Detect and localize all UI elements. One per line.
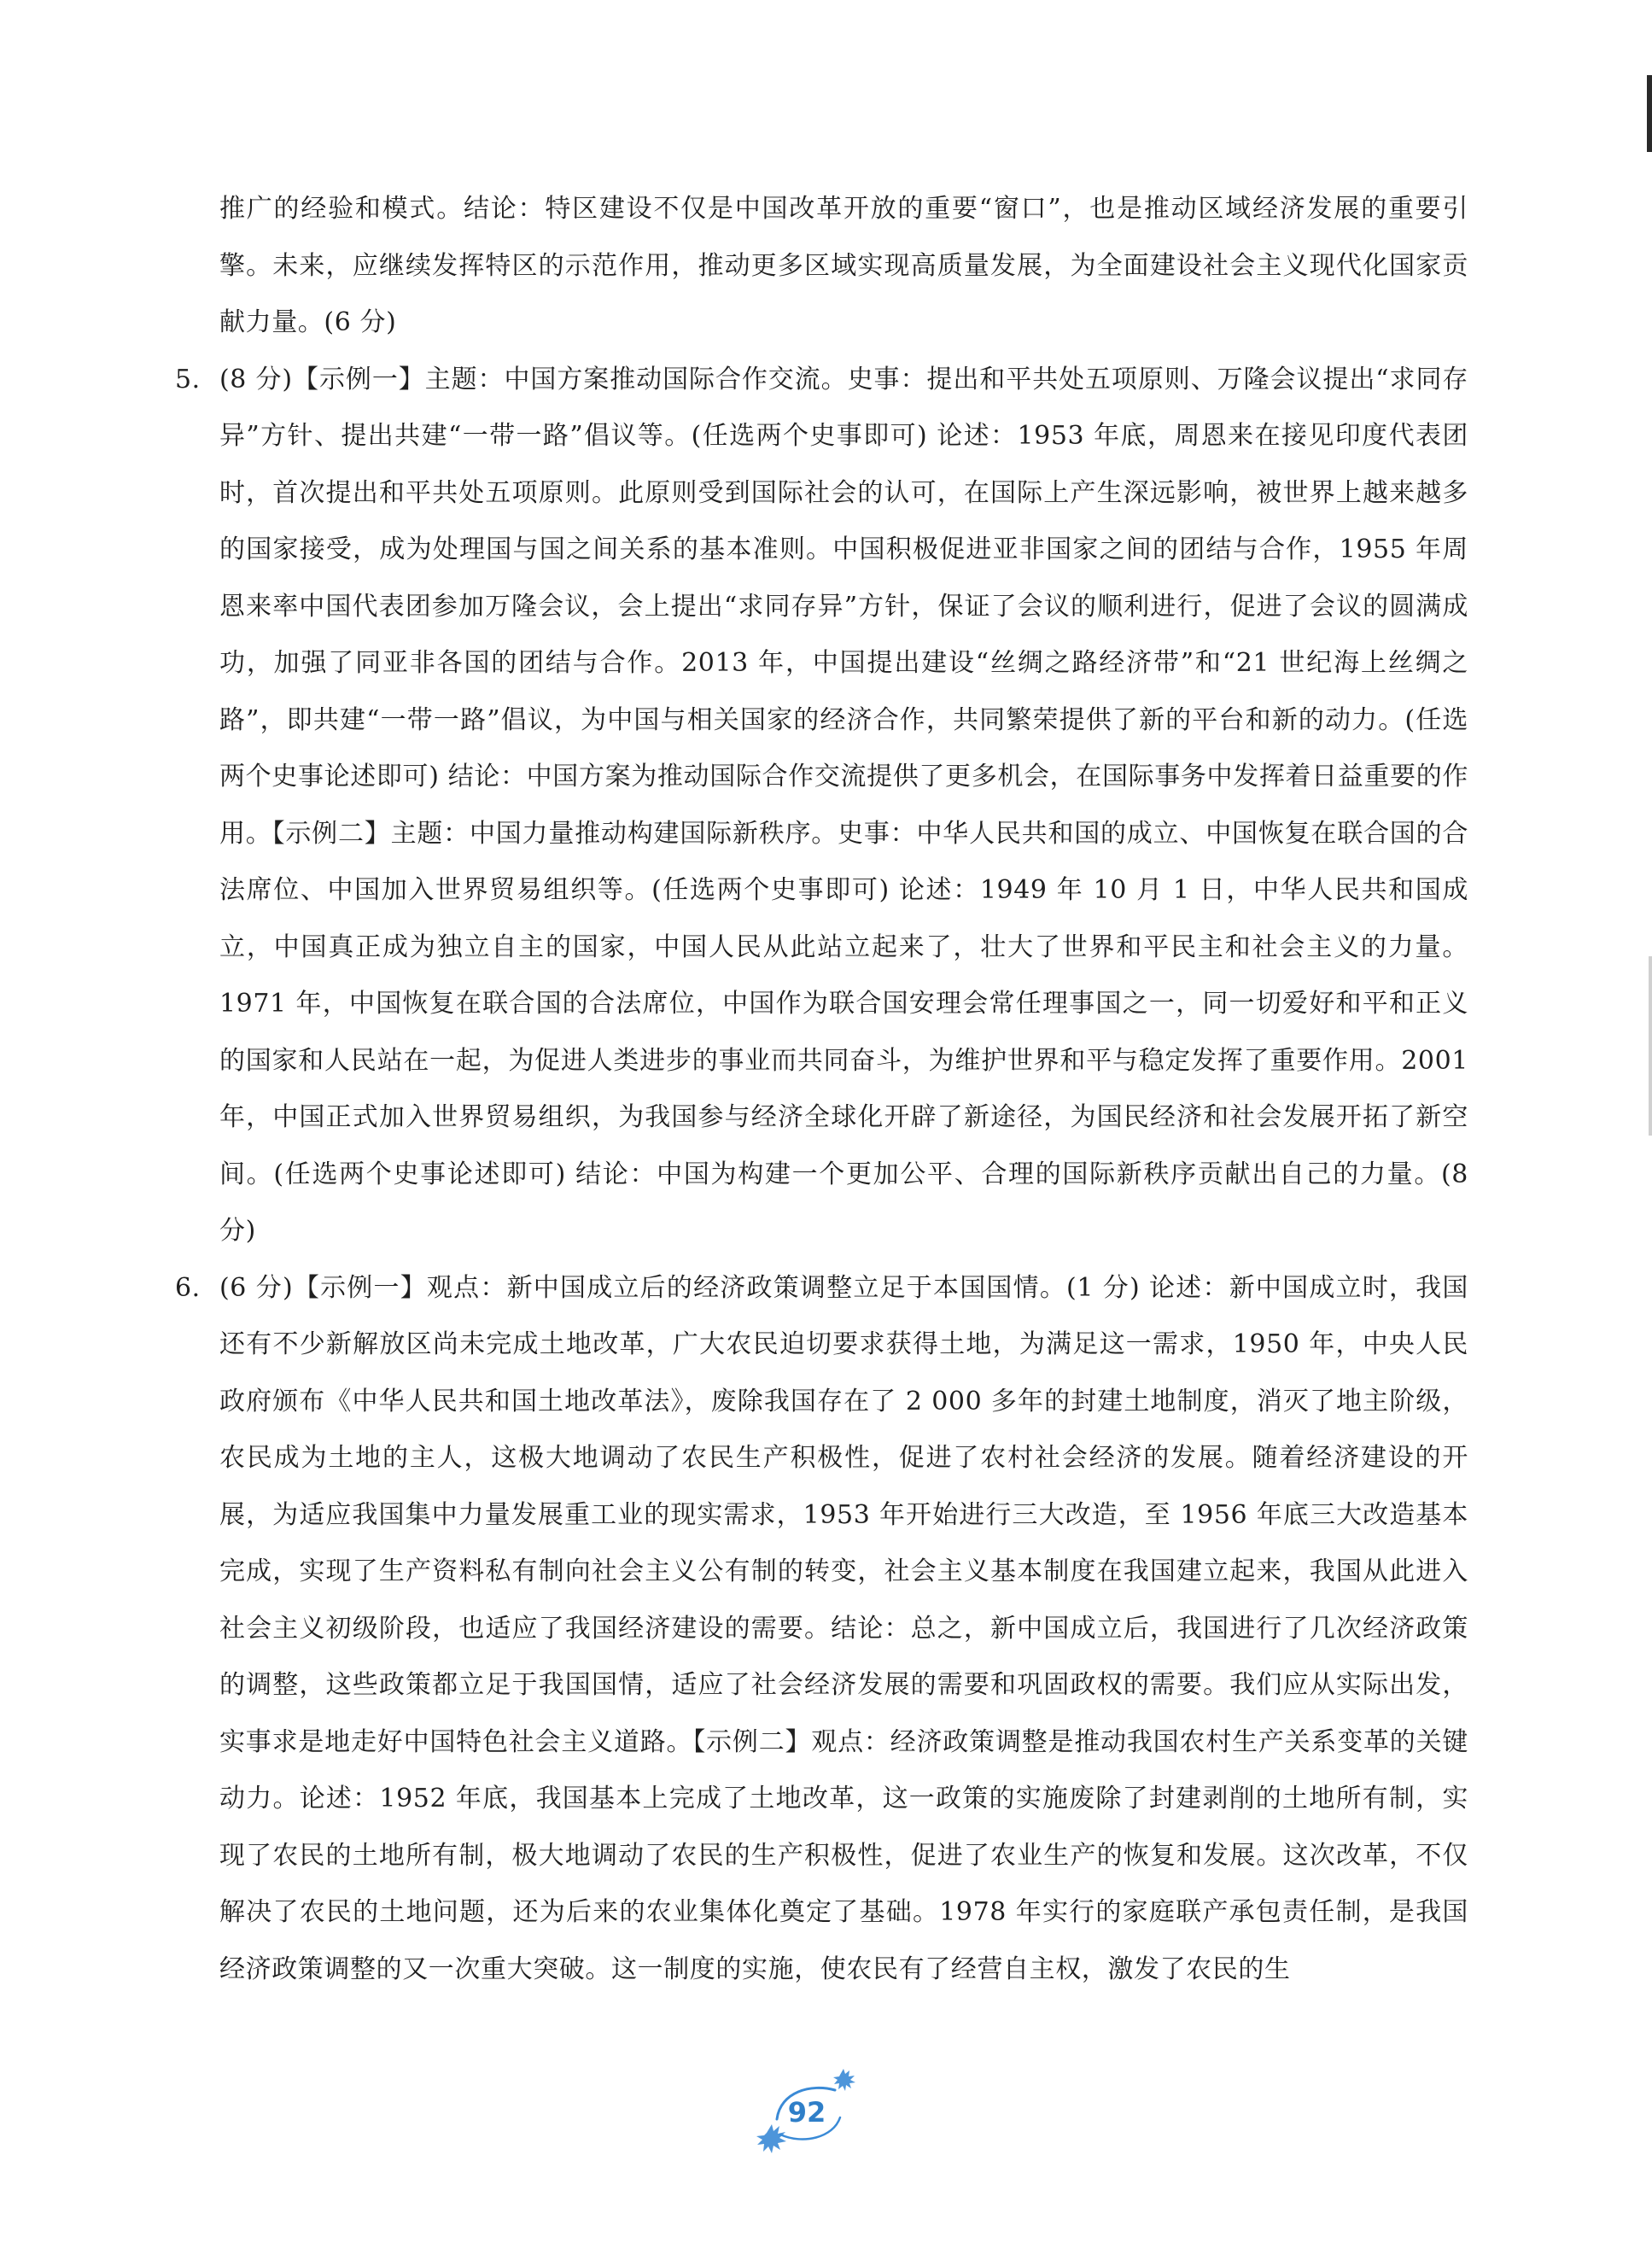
page-number-badge: [751, 2066, 862, 2160]
answer-content: [175, 181, 1468, 1998]
item-number: 5.: [175, 364, 201, 394]
answer-item-5: [175, 352, 1468, 1260]
item-text: (8 分)【示例一】主题：中国方案推动国际合作交流。史事：提出和平共处五项原则、万隆会议提出“求同存异”方针、提出共建“一带一路”倡议等。(任选两个史事即可) 论述：1953 年底，周恩来在接见印度代表团时，首次提出和平共处五项原则。此原则受到国际社会的认可，在国际上产生深远影响，被世界上越来越多的国家接受，成为处理国与国之间关系的基本准则。中国积极促进亚非国家之间的团结与合作，1955 年周恩来率中国代表团参加万隆会议，会上提出“求同存异”方针，保证了会议的顺利进行，促进了会议的圆满成功，加强了同亚非各国的团结与合作。2013 年，中国提出建设“丝绸之路经济带”和“21 世纪海上丝绸之路”，即共建“一带一路”倡议，为中国与相关国家的经济合作，共同繁荣提供了新的平台和新的动力。(任选两个史事论述即可) 结论：中国方案为推动国际合作交流提供了更多机会，在国际事务中发挥着日益重要的作用。【示例二】主题：中国力量推动构建国际新秩序。史事：中华人民共和国的成立、中国恢复在联合国的合法席位、中国加入世界贸易组织等。(任选两个史事即可) 论述：1949 年 10 月 1 日，中华人民共和国成立，中国真正成为独立自主的国家，中国人民从此站立起来了，壮大了世界和平民主和社会主义的力量。1971 年，中国恢复在联合国的合法席位，中国作为联合国安理会常任理事国之一，同一切爱好和平和正义的国家和人民站在一起，为促进人类进步的事业而共同奋斗，为维护世界和平与稳定发挥了重要作用。2001 年，中国正式加入世界贸易组织，为我国参与经济全球化开辟了新途径，为国民经济和社会发展开拓了新空间。(任选两个史事论述即可) 结论：中国为构建一个更加公平、合理的国际新秩序贡献出自己的力量。(8 分): [219, 364, 1468, 1246]
scan-edge-shadow: [1649, 956, 1652, 1136]
item-number: 6.: [175, 1272, 201, 1303]
scan-edge-mark: [1647, 75, 1652, 152]
continuation-paragraph: 推广的经验和模式。结论：特区建设不仅是中国改革开放的重要“窗口”，也是推动区域经济发展的重要引擎。未来，应继续发挥特区的示范作用，推动更多区域实现高质量发展，为全面建设社会主义现代化国家贡献力量。(6 分): [219, 194, 1468, 337]
item-text: (6 分)【示例一】观点：新中国成立后的经济政策调整立足于本国国情。(1 分) 论述：新中国成立时，我国还有不少新解放区尚未完成土地改革，广大农民迫切要求获得土地，为满足这一需求，1950 年，中央人民政府颁布《中华人民共和国土地改革法》，废除我国存在了 2 000 多年的封建土地制度，消灭了地主阶级，农民成为土地的主人，这极大地调动了农民生产积极性，促进了农村社会经济的发展。随着经济建设的开展，为适应我国集中力量发展重工业的现实需求，1953 年开始进行三大改造，至 1956 年底三大改造基本完成，实现了生产资料私有制向社会主义公有制的转变，社会主义基本制度在我国建立起来，我国从此进入社会主义初级阶段，也适应了我国经济建设的需要。结论：总之，新中国成立后，我国进行了几次经济政策的调整，这些政策都立足于我国国情，适应了社会经济发展的需要和巩固政权的需要。我们应从实际出发，实事求是地走好中国特色社会主义道路。【示例二】观点：经济政策调整是推动我国农村生产关系变革的关键动力。论述：1952 年底，我国基本上完成了土地改革，这一政策的实施废除了封建剥削的土地所有制，实现了农民的土地所有制，极大地调动了农民的生产积极性，促进了农业生产的恢复和发展。这次改革，不仅解决了农民的土地问题，还为后来的农业集体化奠定了基础。1978 年实行的家庭联产承包责任制，是我国经济政策调整的又一次重大突破。这一制度的实施，使农民有了经营自主权，激发了农民的生: [219, 1272, 1468, 1984]
answer-item-6: [175, 1260, 1468, 1999]
page-number: 92: [787, 2096, 826, 2129]
